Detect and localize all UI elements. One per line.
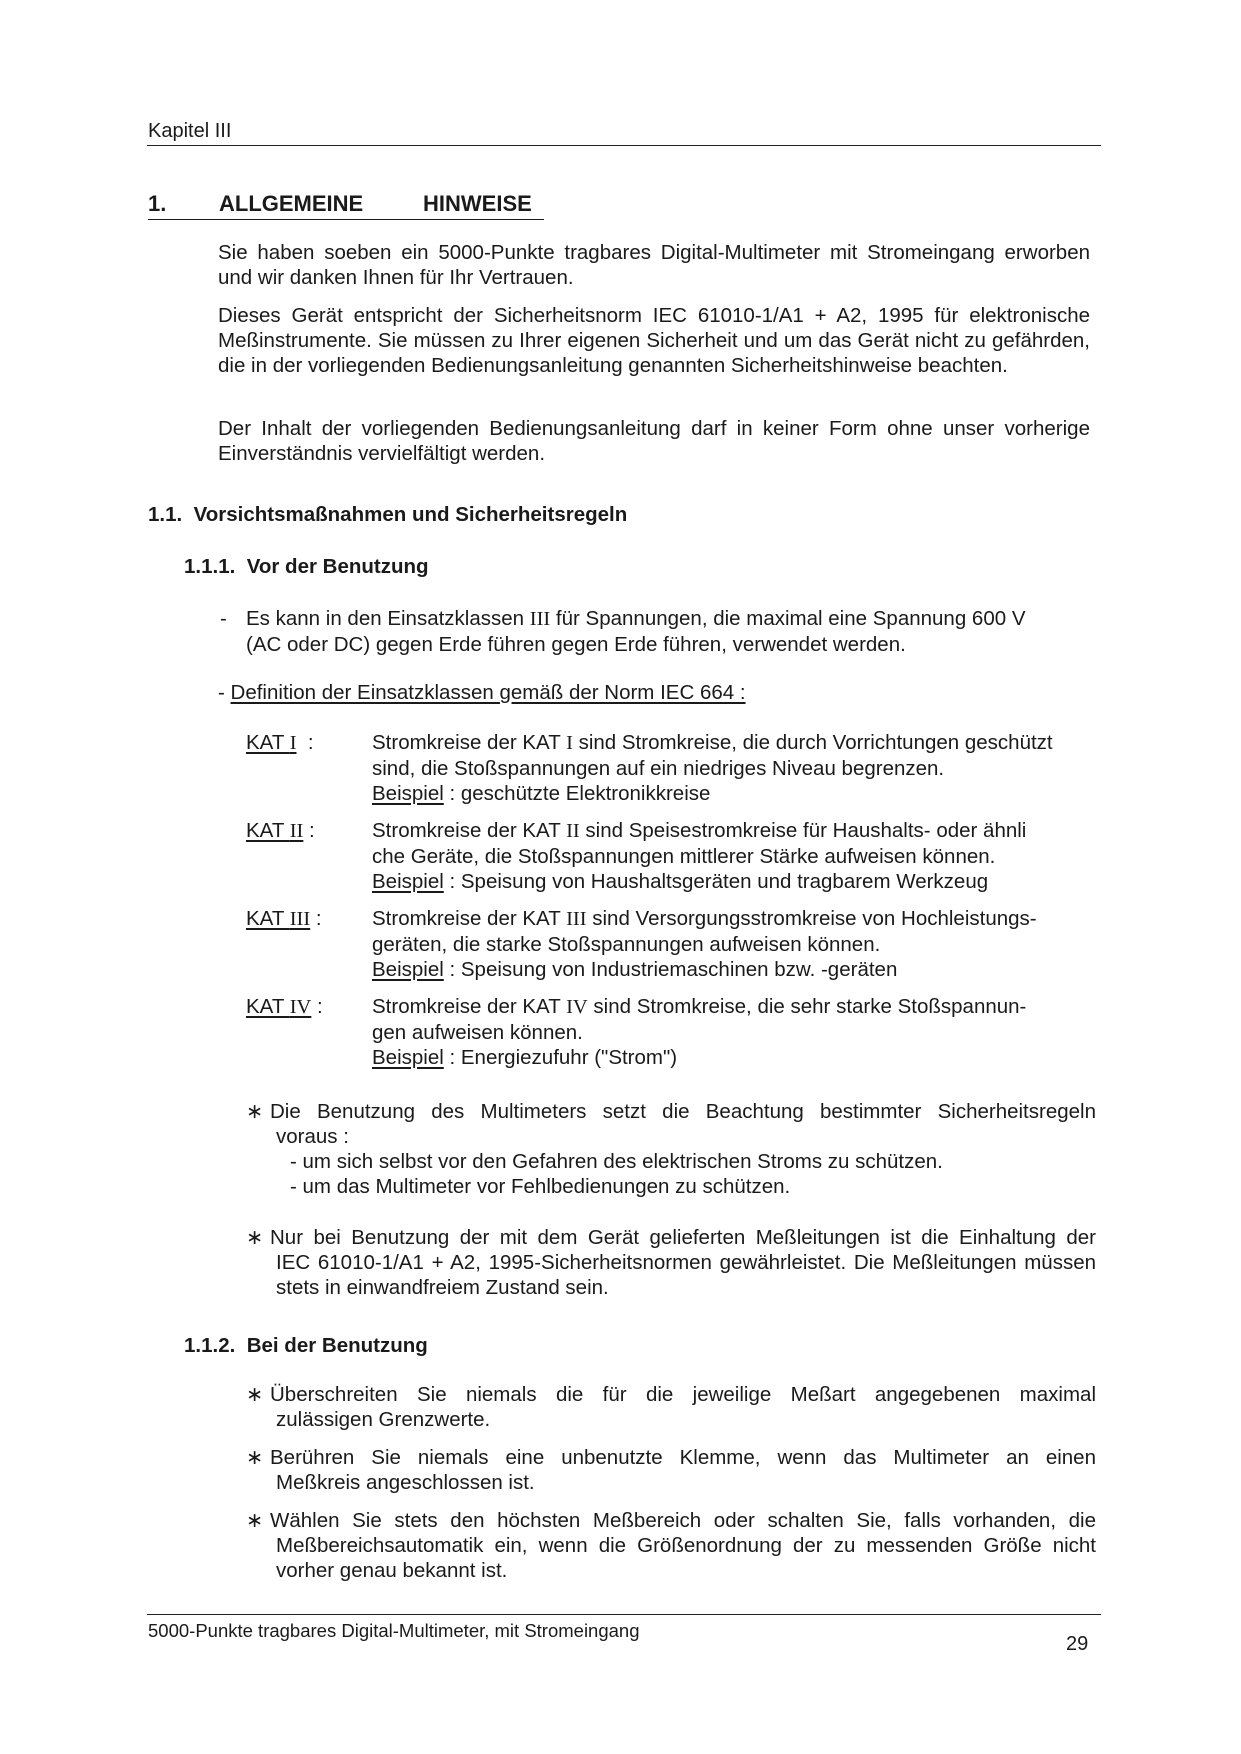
section-1-1-2-heading [184,1334,428,1358]
usage-rule-3: Wählen Sie stets den höchsten Meßbereich oder schalten Sie, falls vorhanden, die [270,1509,1096,1532]
section-1-1-title: Vorsichtsmaßnahmen und Sicherheitsregeln [193,503,628,526]
category-description: Stromkreise der KAT III sind Versorgungsstromkreise von Hochleistungs- geräten, die starke Stoßspannungen aufweisen können. Beispiel : Speisung von Industriemaschinen bzw. -geräten [372,907,1037,981]
usage-note-line2: (AC oder DC) gegen Erde führen gegen Erde führen, verwendet werden. [246,633,906,656]
dash-bullet: - [220,607,227,630]
section-1-1-1-title: Vor der Benutzung [246,555,429,578]
star-bullet-icon: ∗ [246,1446,264,1469]
definition-text: Definition der Einsatzklassen gemäß der Norm IEC 664 : [230,681,746,704]
star-bullet-icon: ∗ [246,1383,264,1406]
star-bullet-icon: ∗ [246,1509,264,1532]
intro-paragraph-2: Dieses Gerät entspricht der Sicherheitsnorm IEC 61010-1/A1 + A2, 1995 für elektronische Meßinstrumente. Sie müssen zu Ihrer eigenen Sicherheit und um das Gerät nicht zu gefährden, die in der vorliegenden Bedienungsanleitung genannten Sicherheitshinweise beachten. [218,304,1090,377]
section-1-1-2-title: Bei der Benutzung [246,1334,428,1357]
star-bullet-icon: ∗ [246,1226,264,1249]
intro-paragraph-1: Sie haben soeben ein 5000-Punkte tragbares Digital-Multimeter mit Stromeingang erworben und wir danken Ihnen für Ihr Vertrauen. [218,241,1090,289]
star-bullet-icon: ∗ [246,1100,264,1123]
category-kat: KAT II [246,819,304,842]
usage-rule-2: Berühren Sie niemals eine unbenutzte Klemme, wenn das Multimeter an einen [270,1446,1096,1469]
footer-rule [147,1614,1101,1615]
category-kat: KAT III [246,907,311,930]
usage-note-roman: III [529,608,551,630]
category-description: Stromkreise der KAT IV sind Stromkreise, die sehr starke Stoßspannun- gen aufweisen können. Beispiel : Energiezufuhr ("Strom") [372,995,1027,1069]
section-1-heading [148,191,544,220]
section-1-title-a: ALLGEMEINE [219,191,364,216]
safety-rules-intro-cont: voraus : [276,1125,349,1148]
header-rule [147,145,1101,146]
category-description: Stromkreise der KAT II sind Speisestromkreise für Haushalts- oder ähnli che Geräte, die Stoßspannungen mittlerer Stärke aufweisen können. Beispiel : Speisung von Haushaltsgeräten und tragbarem Werkzeug [372,819,1027,893]
section-1-1-number: 1.1. [148,503,183,526]
test-leads-note-cont: IEC 61010-1/A1 + A2, 1995-Sicherheitsnormen gewährleistet. Die Meßleitungen müssen stets in einwandfreiem Zustand sein. [276,1251,1096,1299]
usage-rule-1-cont: zulässigen Grenzwerte. [276,1408,491,1431]
category-description: Stromkreise der KAT I sind Stromkreise, die durch Vorrichtungen geschützt sind, die Stoßspannungen auf ein niedriges Niveau begrenzen. Beispiel : geschützte Elektronikkreise [372,731,1053,805]
safety-rules-intro: Die Benutzung des Multimeters setzt die Beachtung bestimmter Sicherheitsregeln [270,1100,1096,1123]
category-kat: KAT IV [246,995,312,1018]
test-leads-note: Nur bei Benutzung der mit dem Gerät gelieferten Meßleitungen ist die Einhaltung der [270,1226,1096,1249]
category-label: KAT II : [246,819,315,842]
usage-rule-3-cont: Meßbereichsautomatik ein, wenn die Größenordnung der zu messenden Größe nicht vorher genau bekannt ist. [276,1534,1096,1582]
section-1-1-2-number: 1.1.2. [184,1334,236,1357]
category-kat: KAT I [246,731,297,754]
category-label: KAT IV : [246,995,323,1018]
section-1-1-heading [148,503,627,527]
section-1-1-1-number: 1.1.1. [184,555,236,578]
safety-rule-sub-2: - um das Multimeter vor Fehlbedienungen zu schützen. [290,1175,791,1198]
intro-paragraph-3: Der Inhalt der vorliegenden Bedienungsanleitung darf in keiner Form ohne unser vorherige Einverständnis vervielfältigt werden. [218,417,1090,465]
section-1-number: 1. [148,191,167,216]
usage-rule-1: Überschreiten Sie niemals die für die jeweilige Meßart angegebenen maximal [270,1383,1096,1406]
usage-rule-2-cont: Meßkreis angeschlossen ist. [276,1471,535,1494]
category-label: KAT I : [246,731,314,754]
safety-rule-sub-1: - um sich selbst vor den Gefahren des elektrischen Stroms zu schützen. [290,1150,943,1173]
section-1-1-1-heading [184,555,429,579]
page-number: 29 [1066,1633,1089,1655]
definition-dash: - [218,681,231,704]
usage-note-post: für Spannungen, die maximal eine Spannung 600 V [550,607,1026,630]
category-label: KAT III : [246,907,322,930]
usage-note [246,606,1076,657]
definition-line [218,680,746,705]
usage-note-pre: Es kann in den Einsatzklassen [246,607,530,630]
footer-title: 5000-Punkte tragbares Digital-Multimeter, mit Stromeingang [148,1620,640,1641]
chapter-header: Kapitel III [148,120,232,142]
section-1-title-b: HINWEISE [423,191,532,216]
